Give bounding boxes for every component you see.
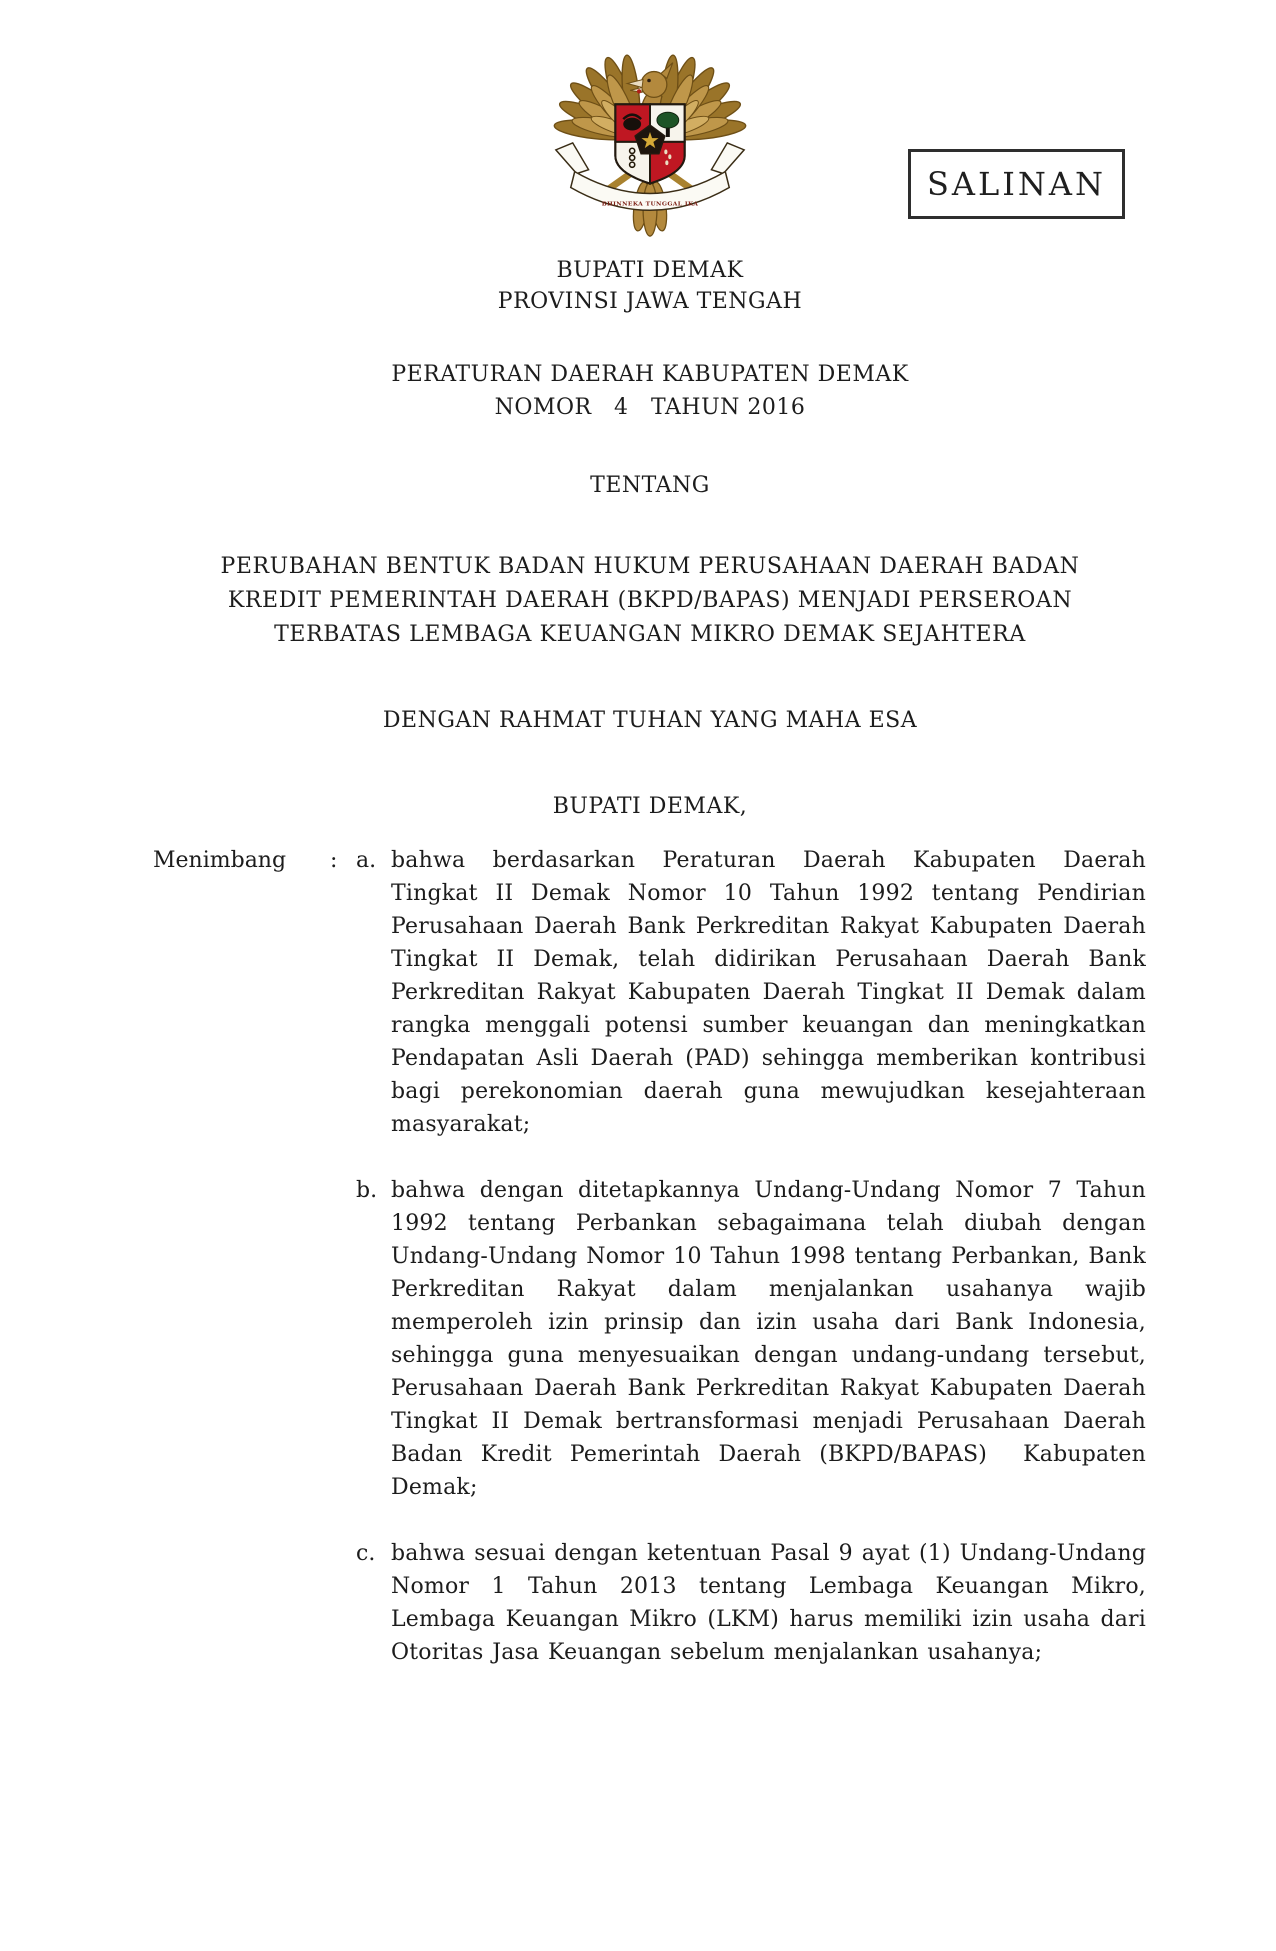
garuda-pancasila-emblem	[541, 25, 759, 243]
considering-item-b	[356, 1174, 1155, 1504]
salinan-stamp-label: SALINAN	[926, 165, 1107, 203]
regulation-number: NOMOR 4 TAHUN 2016	[494, 395, 806, 420]
considering-item-a	[356, 844, 1155, 1141]
item-marker: a.	[356, 848, 377, 873]
item-marker: b.	[356, 1178, 378, 1203]
considering-label: Menimbang	[153, 848, 287, 873]
garuda-pancasila-icon	[541, 25, 759, 243]
item-text: bahwa dengan ditetapkannya Undang-Undang Nomor 7 Tahun 1992 tentang Perbankan sebagaimana telah diubah dengan Undang-Undang Nomor 10 Tahun 1998 tentang Perbankan, Bank Perkreditan Rakyat dalam menjalankan usahanya wajib memperoleh izin prinsip dan izin usaha dari Bank Indonesia, sehingga guna menyesuaikan dengan undang-undang tersebut, Perusahaan Daerah Bank Perkreditan Rakyat Kabupaten Daerah Tingkat II Demak bertransformasi menjadi Perusahaan Daerah Badan Kredit Pemerintah Daerah (BKPD/BAPAS) Kabupaten Demak;	[391, 1178, 1155, 1500]
salinan-stamp	[908, 149, 1125, 219]
regulation-title: PERATURAN DAERAH KABUPATEN DEMAK	[391, 362, 909, 387]
considering-colon: :	[330, 848, 338, 873]
emblem-motto-text: BHINNEKA TUNGGAL IKA	[601, 200, 699, 208]
item-text: bahwa berdasarkan Peraturan Daerah Kabupaten Daerah Tingkat II Demak Nomor 10 Tahun 1992 tentang Pendirian Perusahaan Daerah Bank Perkreditan Rakyat Kabupaten Daerah Tingkat II Demak, telah didirikan Perusahaan Daerah Bank Perkreditan Rakyat Kabupaten Daerah Tingkat II Demak dalam rangka menggali potensi sumber keuangan dan meningkatkan Pendapatan Asli Daerah (PAD) sehingga memberikan kontribusi bagi perekonomian daerah guna mewujudkan kesejahteraan masyarakat;	[391, 848, 1155, 1137]
province-title: PROVINSI JAWA TENGAH	[497, 289, 803, 314]
considering-item-c	[356, 1537, 1155, 1669]
item-text: bahwa sesuai dengan ketentuan Pasal 9 ayat (1) Undang-Undang Nomor 1 Tahun 2013 tentang Lembaga Keuangan Mikro, Lembaga Keuangan Mikro (LKM) harus memiliki izin usaha dari Otoritas Jasa Keuangan sebelum menjalankan usahanya;	[391, 1541, 1155, 1665]
bupati-title: BUPATI DEMAK	[556, 258, 744, 283]
authority-line: BUPATI DEMAK,	[552, 794, 748, 819]
tentang-label: TENTANG	[590, 473, 710, 498]
invocation-line: DENGAN RAHMAT TUHAN YANG MAHA ESA	[382, 708, 918, 733]
considering-section	[0, 844, 1276, 1669]
item-marker: c.	[356, 1541, 376, 1566]
regulation-subject: PERUBAHAN BENTUK BADAN HUKUM PERUSAHAAN DAERAH BADAN KREDIT PEMERINTAH DAERAH (BKPD/BAPAS) MENJADI PERSEROAN TERBATAS LEMBAGA KEUANGAN MIKRO DEMAK SEJAHTERA	[220, 554, 1080, 647]
